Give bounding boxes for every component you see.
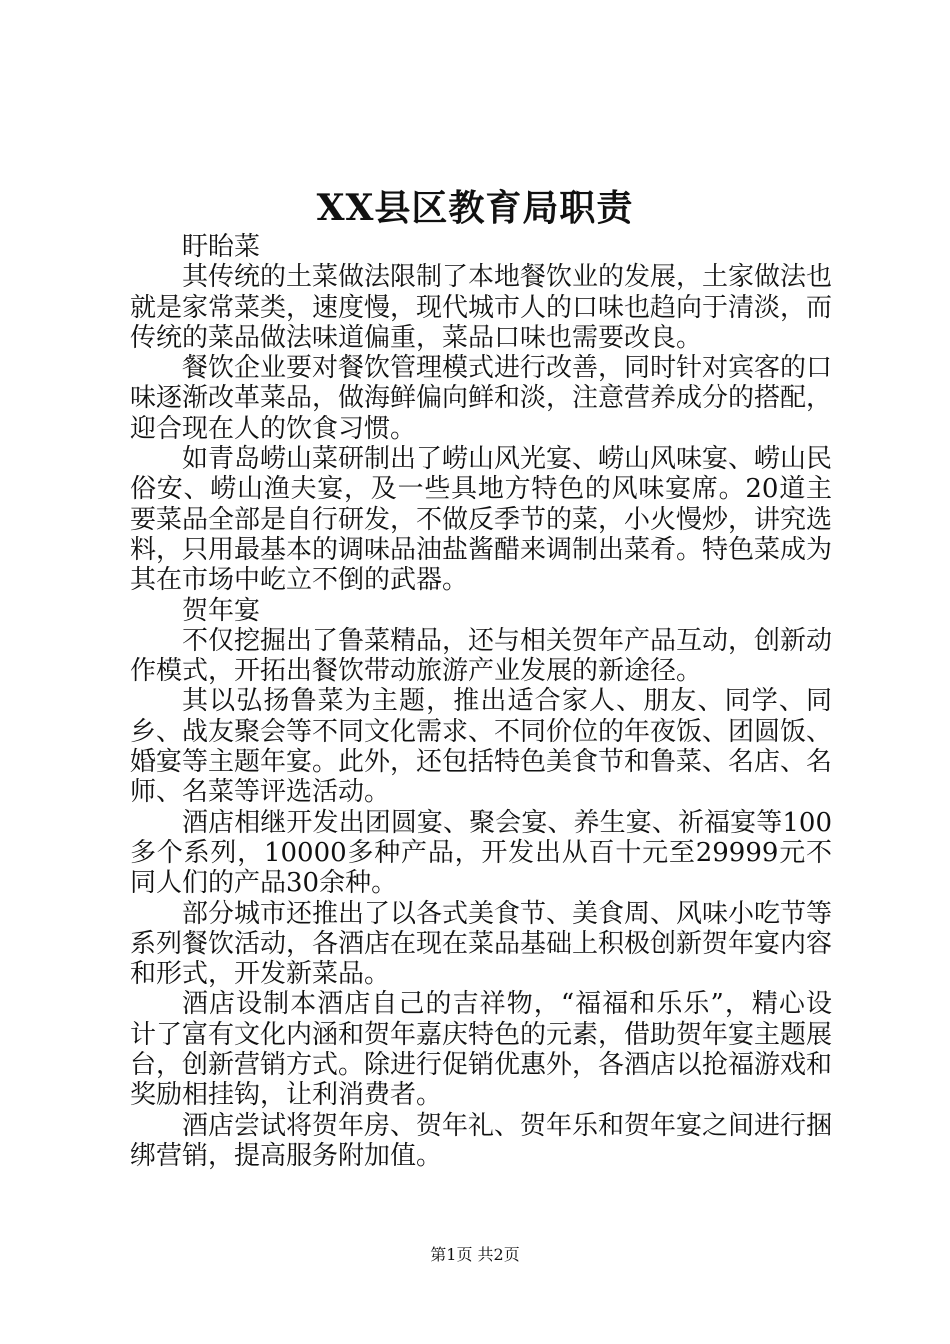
paragraph: 酒店设制本酒店自己的吉祥物，“福福和乐乐”，精心设计了富有文化内涵和贺年嘉庆特色的元素，借助贺年宴主题展台，创新营销方式。除进行促销优惠外，各酒店以抢福游戏和奖励相挂钩，让利消费者。 bbox=[130, 989, 833, 1111]
page-footer: 第1页 共2页 bbox=[430, 1245, 520, 1264]
paragraph: 酒店相继开发出团圆宴、聚会宴、养生宴、祈福宴等100多个系列，10000多种产品，开发出从百十元至29999元不同人们的产品30余种。 bbox=[130, 807, 832, 899]
paragraph: 如青岛崂山菜研制出了崂山风光宴、崂山风味宴、崂山民俗安、崂山渔夫宴，及一些具地方特色的风味宴席。20道主要菜品全部是自行研发，不做反季节的菜，小火慢炒，讲究选料，只用最基本的调味品油盐酱醋来调制出菜肴。特色菜成为其在市场中屹立不倒的武器。 bbox=[130, 444, 833, 596]
paragraph: 餐饮企业要对餐饮管理模式进行改善，同时针对宾客的口味逐渐改革菜品，做海鲜偏向鲜和淡，注意营养成分的搭配，迎合现在人的饮食习惯。 bbox=[130, 353, 833, 444]
document-body bbox=[130, 232, 832, 1171]
paragraph: 不仅挖掘出了鲁菜精品，还与相关贺年产品互动，创新动作模式，开拓出餐饮带动旅游产业发展的新途径。 bbox=[130, 625, 833, 687]
paragraph: 部分城市还推出了以各式美食节、美食周、风味小吃节等系列餐饮活动，各酒店在现在菜品基础上积极创新贺年宴内容和形式，开发新菜品。 bbox=[130, 898, 833, 990]
section-heading: 贺年宴 bbox=[182, 595, 261, 626]
paragraph: 酒店尝试将贺年房、贺年礼、贺年乐和贺年宴之间进行捆绑营销，提高服务附加值。 bbox=[130, 1110, 833, 1171]
document-title: XX县区教育局职责 bbox=[316, 187, 634, 229]
paragraph: 其传统的土菜做法限制了本地餐饮业的发展，土家做法也就是家常菜类，速度慢，现代城市人的口味也趋向于清淡，而传统的菜品做法味道偏重，菜品口味也需要改良。 bbox=[130, 262, 833, 353]
paragraph: 其以弘扬鲁菜为主题，推出适合家人、朋友、同学、同乡、战友聚会等不同文化需求、不同价位的年夜饭、团圆饭、婚宴等主题年宴。此外，还包括特色美食节和鲁菜、名店、名师、名菜等评选活动。 bbox=[130, 686, 833, 808]
section-heading: 盱眙菜 bbox=[182, 232, 261, 262]
